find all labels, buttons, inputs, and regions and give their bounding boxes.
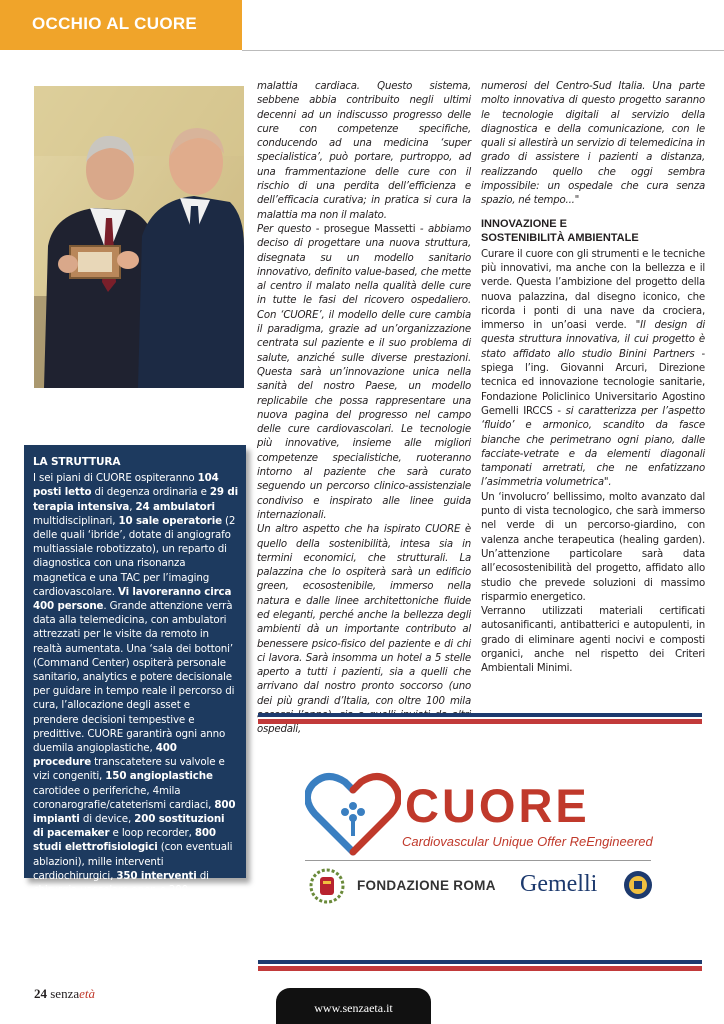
gemelli-seal-icon: [623, 870, 653, 900]
website-url[interactable]: www.senzaeta.it: [314, 1001, 393, 1015]
box-highlight: 200 sostituzioni di pacemaker: [33, 813, 225, 840]
paragraph-text: Curare il cuore con gli strumenti e le tecniche più innovativi, ma anche con la bellezza e il verde. Questa l’ambizione del progetto della nuova palazzina, dal disegno iconico, che ricorda i ponti di una nave da crociera, immerso in un’oasi verde.: [481, 248, 705, 332]
box-highlight: 350 interventi: [116, 869, 197, 882]
cuore-logo-block: [305, 770, 665, 920]
paragraph-text: - abbiamo deciso di progettare una nuova struttura, disegnata su un modello sanitario innovativo, definito value-based, che mette al centro il malato nella qualità delle cure in tutte le fasi del ricovero ospedaliero. Con ‘CUORE’, il modello delle cure cambia il paradigma, grazie ad un’organizzazione centrata sul paziente e il suo problema di salute, anziché sulle diverse prestazioni. Questa sarà un’innovazione unica nella sanità del nostro Paese, un modello replicabile che possa rappresentare una nuova pagina del progresso nel campo delle cure cardiovascolari. Le tecnologie più innovative, insieme alle migliori competenze specialistiche, ruoteranno intorno al paziente che sarà curato seguendo un percorso clinico-assistenziale condiviso e inspirato alle linee guida internazionali.: [257, 223, 471, 521]
section-title: OCCHIO AL CUORE: [32, 14, 198, 33]
speaker-attribution: prosegue Massetti: [323, 223, 416, 235]
magazine-name-accent: età: [79, 986, 96, 1001]
box-text: transcatetere su valvole e vizi congeniti,: [33, 756, 225, 783]
cuore-wordmark: CUORE: [405, 779, 590, 832]
quote-text: "Il design di questa struttura innovativa, il cui progetto è stato affidato allo studio Binini Partners: [481, 320, 705, 360]
box-highlight: 800 impianti: [33, 798, 236, 826]
article-column-right: [481, 80, 705, 677]
box-text: (2 delle quali ‘ibride’, dotate di angiografo multiassiale robotizzato), un reparto di diagnostica con una risonanza magnetica e una TAC per l’imaging cardiovascolare.: [33, 514, 236, 598]
box-text: carotidee o periferiche, 4mila coronarografie/cateterismi cardiaci,: [33, 784, 215, 811]
box-highlight: 800 studi elettrofisiologici: [33, 827, 216, 854]
box-text: (con eventuali ablazioni), mille interventi cardiochirurgici,: [33, 841, 233, 882]
box-highlight: 400 procedure: [33, 742, 177, 769]
paragraph: Un altro aspetto che ha ispirato CUORE è quello della sostenibilità, intesa sia in termini economici, che strutturali. La palazzina che lo ospiterà sarà un edificio green, ecosostenibile, immerso nella natura e dalle linee architettoniche fluide ed eleganti, perché anche la bellezza degli ambienti dà un importante contributo al benessere psico-fisico del paziente e di chi ci lavora. Sarà insomma un hotel a 5 stelle aperto a tutti i pazienti, sia a quelli che arrivano dal nostro pronto soccorso (uno dei più grandi d’Italia, con oltre 100 mila ospedali,: [257, 524, 471, 736]
page-number: 24: [34, 986, 47, 1001]
quote-text: si caratterizza per l’aspetto ‘fluido’ e armonico, scandito da fasce bianche che perimetrano ogni piano, dalle facciate-vetrate e da elementi diagonali tamponati arretrati, che ne enfatizzano l’asimmetria volumetrica".: [481, 405, 705, 489]
box-highlight: 150 angioplastiche: [105, 770, 213, 783]
partner-fondazione-roma: FONDAZIONE ROMA: [357, 878, 496, 893]
section-heading: [481, 217, 705, 245]
cuore-tagline: Cardiovascular Unique Offer ReEngineered: [402, 834, 653, 849]
box-text: . Grande attenzione verrà data alla telemedicina, con ambulatori attrezzati per le visite da remoto in realtà aumentata. Una ‘sala dei bottoni’ (Command Center) ospiterà personale sanitario, analytics e potere decisionale per guidare in tempo reale il percorso di cura, l’allocazione degli asset e prendere decisioni tempestive e predittive. CUORE garantirà ogni anno duemila angioplastiche,: [33, 600, 235, 755]
section-heading-line: INNOVAZIONE E: [481, 217, 567, 230]
box-text: e loop recorder,: [109, 827, 195, 840]
la-struttura-text: [33, 455, 238, 912]
la-struttura-box: [24, 445, 246, 911]
paragraph: numerosi del Centro-Sud Italia. Una parte molto innovativa di questo progetto saranno le tecnologie digitali al servizio della diagnostica e della comunicazione, con le quali si allestirà un servizio di telemedicina in grado di assistere i pazienti a distanza, realizzando quello che oggi sembra impossibile: un ospedale che cura senza spazio, né tempo...": [481, 81, 705, 207]
partner-gemelli: Gemelli: [520, 871, 598, 897]
box-highlight: 29 di terapia intensiva: [33, 486, 238, 513]
box-text: multidisciplinari,: [33, 514, 119, 527]
paragraph-text: - spiega l’ing. Giovanni Arcuri, Direzione tecnica ed innovazione tecnologie sanitarie, Fondazione Policlinico Universitario Agostino Gemelli IRCCS -: [481, 348, 706, 417]
box-text: I sei piani di CUORE ospiteranno: [33, 472, 198, 485]
tricolor-stripe: [258, 713, 702, 724]
paragraph: [257, 223, 471, 523]
box-highlight: 10 sale operatorie: [118, 514, 222, 527]
paragraph: Verranno utilizzati materiali certificati autosanificanti, antibatterici e autopulenti, in grado di eliminare agenti nocivi e composti organici, anche nel rispetto dei Criteri Ambientali Minimi.: [481, 606, 705, 675]
photo-two-men-award: [34, 86, 244, 388]
box-text: di chirurgia vascolare open e 200 endovascolari.: [33, 869, 209, 911]
box-highlight: 104 posti letto: [33, 472, 219, 499]
article-column-middle: [257, 80, 471, 738]
tricolor-stripe: [258, 960, 702, 971]
section-header-bar: [0, 0, 242, 50]
section-heading-line: SOSTENIBILITÀ AMBIENTALE: [481, 231, 639, 244]
paragraph: [481, 248, 705, 491]
fondazione-roma-crest-icon: [309, 868, 345, 904]
box-text: ,: [129, 500, 136, 513]
footer-page-info: [34, 986, 95, 1002]
paragraph: Un ‘involucro’ bellissimo, molto avanzato dal punto di vista tecnologico, che sarà immerso nel verde di un percorso-giardino, con valenza anche terapeutica (healing garden). Un’attenzione particolare sarà data all’ecosostenibilità del progetto, affidato allo studio che prevede soluzioni di massimo risparmio energetico.: [481, 491, 705, 603]
logo-divider: [305, 860, 651, 861]
heart-logo-icon: [305, 772, 401, 856]
paragraph: malattia cardiaca. Questo sistema, sebbene abbia contribuito negli ultimi decenni ad un indiscusso progresso delle cure con competenze specifiche, conducendo ad una medicina ‘super specialistica’, può portare, purtroppo, ad una frammentazione delle cure con il rischio di una perdita dell’efficienza e dell’efficacia curativa; in pratica si cura la malattia ma non il malato.: [257, 81, 471, 221]
box-text: di degenza ordinaria e: [91, 486, 210, 499]
box-highlight: Vi lavoreranno circa 400 persone: [33, 585, 232, 613]
header-rule: [242, 50, 724, 51]
footer-url-tab: [276, 988, 431, 1024]
box-text: di device,: [79, 813, 135, 826]
box-highlight: 24 ambulatori: [135, 500, 215, 513]
box-title: LA STRUTTURA: [33, 456, 121, 468]
paragraph-text: Per questo -: [257, 223, 324, 235]
magazine-name: senza: [50, 986, 80, 1001]
